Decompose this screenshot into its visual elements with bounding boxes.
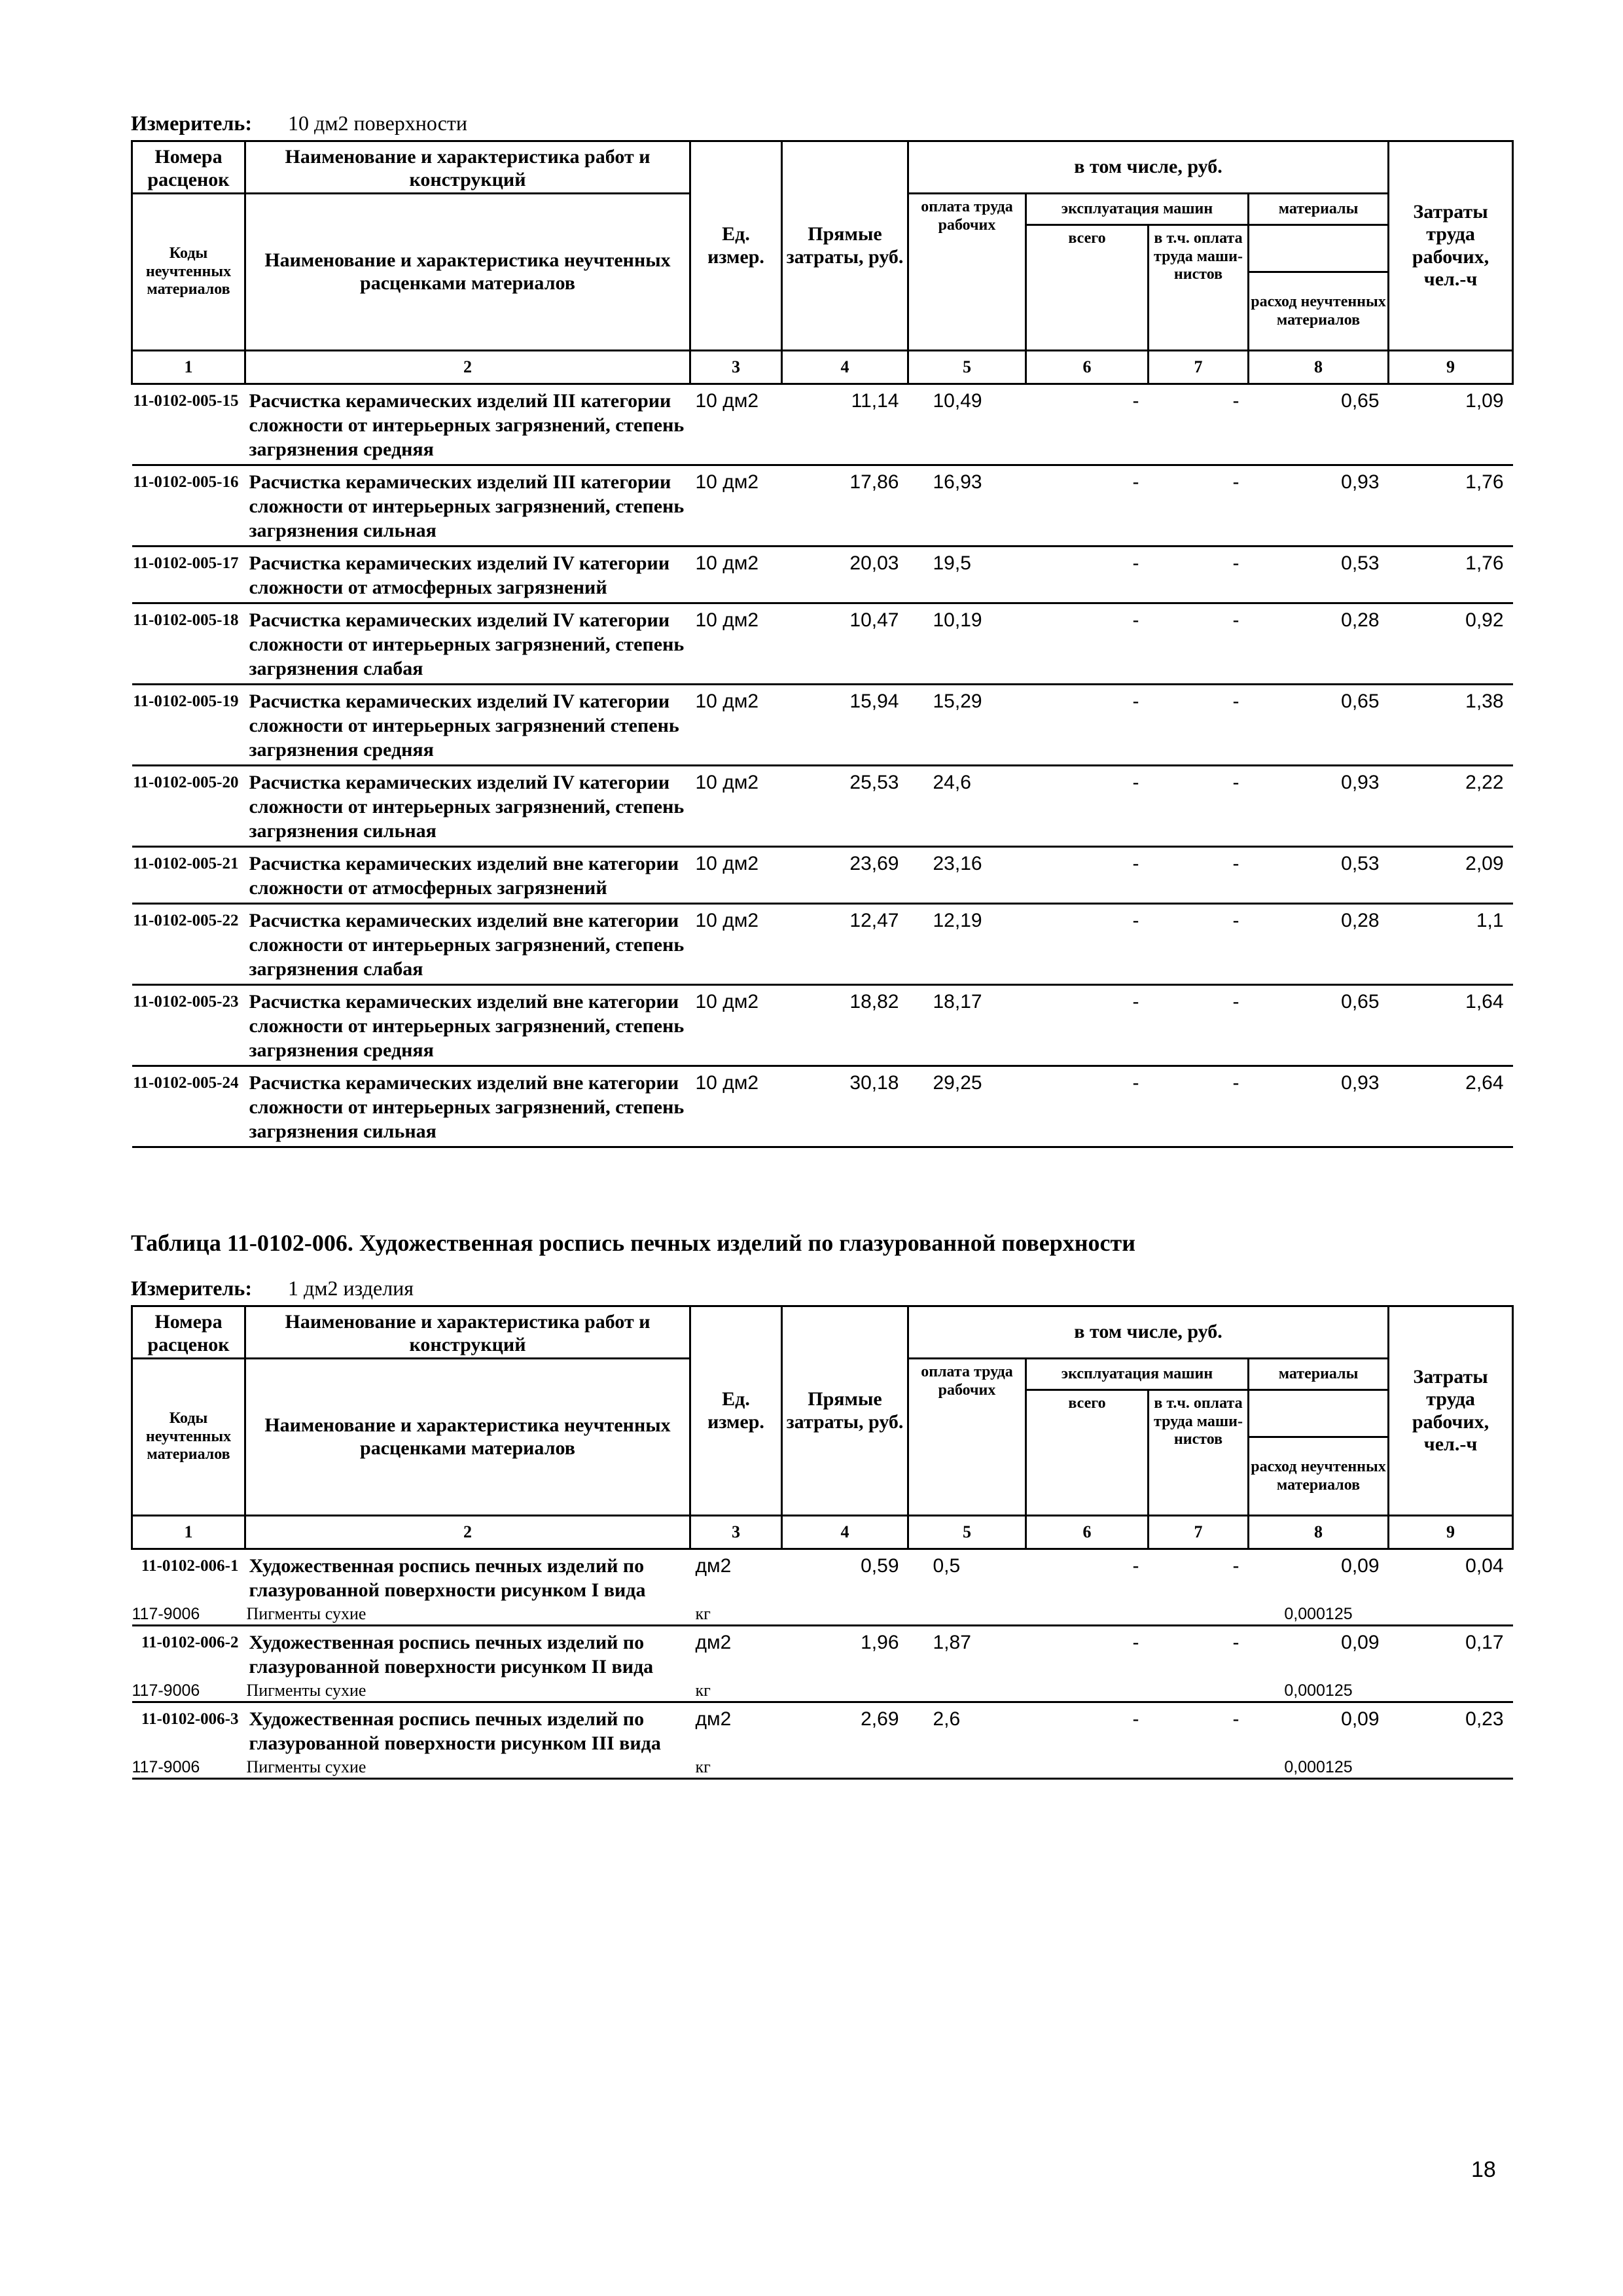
material-unit: кг bbox=[695, 1681, 711, 1700]
rate-code: 11-0102-005-16 bbox=[132, 465, 245, 547]
work-name: Расчистка керамических изделий III категории сложности от интерьерных загрязнений, степень загрязнения сильная bbox=[245, 465, 690, 547]
column-number: 9 bbox=[1389, 1516, 1513, 1549]
material-row bbox=[132, 1679, 1513, 1702]
empty-cell bbox=[1389, 1679, 1513, 1702]
machinist-wage: - bbox=[1149, 985, 1249, 1066]
worker-wage: 16,93 bbox=[908, 465, 1026, 547]
header-labor-costs: Затраты труда рабочих, чел.-ч bbox=[1389, 1306, 1513, 1516]
material-code: 117-9006 bbox=[132, 1681, 200, 1700]
header-material-name: Наименование и характеристика неучтенных расценками материалов bbox=[245, 1359, 690, 1516]
work-name: Художественная роспись печных изделий по глазурованной поверхности рисунком I вида bbox=[249, 1555, 646, 1601]
rate-code: 11-0102-006-3 bbox=[141, 1710, 239, 1728]
header-materials: материалы bbox=[1249, 194, 1389, 225]
machinist-wage: - bbox=[1232, 1708, 1240, 1730]
material-code: 117-9006 bbox=[132, 1605, 200, 1623]
material-code: 117-9006 bbox=[132, 1758, 200, 1776]
table-row bbox=[132, 904, 1513, 985]
machinist-wage: - bbox=[1149, 904, 1249, 985]
material-name: Пигменты сухие bbox=[246, 1757, 366, 1776]
empty-cell bbox=[782, 1679, 908, 1702]
column-number: 6 bbox=[1026, 1516, 1149, 1549]
unit: 10 дм2 bbox=[690, 847, 782, 904]
material-unit: кг bbox=[695, 1604, 711, 1623]
work-name: Расчистка керамических изделий вне категории сложности от интерьерных загрязнений, степень загрязнения средняя bbox=[245, 985, 690, 1066]
material-usage: 0,000125 bbox=[1284, 1605, 1353, 1623]
column-number: 4 bbox=[782, 1516, 908, 1549]
header-worker-wage: оплата труда рабочих bbox=[908, 1359, 1026, 1516]
unit: дм2 bbox=[695, 1632, 732, 1653]
direct-costs: 2,69 bbox=[861, 1708, 899, 1730]
empty-cell bbox=[1149, 1602, 1249, 1626]
machinist-wage: - bbox=[1149, 465, 1249, 547]
machinist-wage: - bbox=[1149, 847, 1249, 904]
rate-code: 11-0102-005-15 bbox=[132, 384, 245, 465]
material-usage: 0,000125 bbox=[1284, 1758, 1353, 1776]
machine-total: - bbox=[1026, 904, 1149, 985]
header-materials-spacer bbox=[1249, 1390, 1389, 1437]
labor-costs: 1,38 bbox=[1389, 685, 1513, 766]
header-work-name: Наименование и характеристика работ и конструкций bbox=[245, 1306, 690, 1359]
table-row bbox=[132, 685, 1513, 766]
direct-costs: 17,86 bbox=[782, 465, 908, 547]
materials-cost: 0,93 bbox=[1249, 465, 1389, 547]
unit: 10 дм2 bbox=[690, 766, 782, 847]
direct-costs: 12,47 bbox=[782, 904, 908, 985]
labor-costs: 2,09 bbox=[1389, 847, 1513, 904]
work-name: Расчистка керамических изделий IV категории сложности от интерьерных загрязнений, степень загрязнения сильная bbox=[245, 766, 690, 847]
column-number: 1 bbox=[132, 351, 245, 384]
worker-wage: 15,29 bbox=[908, 685, 1026, 766]
table-header bbox=[132, 1306, 1513, 1549]
table-row bbox=[132, 1702, 1513, 1756]
rate-code: 11-0102-005-18 bbox=[132, 603, 245, 685]
table-body bbox=[132, 384, 1513, 1147]
meter-line-2 bbox=[131, 1276, 414, 1300]
header-machine-total: всего bbox=[1026, 225, 1149, 351]
direct-costs: 15,94 bbox=[782, 685, 908, 766]
table-row bbox=[132, 766, 1513, 847]
page-number: 18 bbox=[1471, 2157, 1496, 2182]
empty-cell bbox=[908, 1755, 1026, 1779]
machine-total: - bbox=[1026, 1066, 1149, 1147]
column-number: 8 bbox=[1249, 351, 1389, 384]
work-name: Художественная роспись печных изделий по глазурованной поверхности рисунком II вида bbox=[249, 1632, 654, 1677]
worker-wage: 2,6 bbox=[933, 1708, 961, 1730]
rate-code: 11-0102-005-22 bbox=[132, 904, 245, 985]
worker-wage: 0,5 bbox=[933, 1555, 961, 1577]
header-machine-operation: эксплуатация машин bbox=[1026, 1359, 1249, 1390]
unit: дм2 bbox=[695, 1555, 732, 1577]
column-number: 2 bbox=[245, 1516, 690, 1549]
labor-costs: 2,64 bbox=[1389, 1066, 1513, 1147]
direct-costs: 25,53 bbox=[782, 766, 908, 847]
table-row bbox=[132, 547, 1513, 603]
direct-costs: 20,03 bbox=[782, 547, 908, 603]
material-row bbox=[132, 1602, 1513, 1626]
header-machine-operation: эксплуатация машин bbox=[1026, 194, 1249, 225]
rates-table-2 bbox=[131, 1305, 1514, 1780]
header-rate-code: Номера расценок bbox=[132, 141, 245, 194]
worker-wage: 10,49 bbox=[908, 384, 1026, 465]
header-materials: материалы bbox=[1249, 1359, 1389, 1390]
empty-cell bbox=[782, 1755, 908, 1779]
column-number: 7 bbox=[1149, 1516, 1249, 1549]
machine-total: - bbox=[1026, 847, 1149, 904]
meter-value: 1 дм2 изделия bbox=[288, 1276, 414, 1300]
materials-cost: 0,93 bbox=[1249, 766, 1389, 847]
column-number: 3 bbox=[690, 1516, 782, 1549]
header-direct-costs: Прямые затраты, руб. bbox=[782, 141, 908, 351]
materials-cost: 0,65 bbox=[1249, 384, 1389, 465]
worker-wage: 12,19 bbox=[908, 904, 1026, 985]
empty-cell bbox=[1149, 1755, 1249, 1779]
column-number: 5 bbox=[908, 1516, 1026, 1549]
work-name: Расчистка керамических изделий вне категории сложности от интерьерных загрязнений, степень загрязнения слабая bbox=[245, 904, 690, 985]
work-name: Расчистка керамических изделий III категории сложности от интерьерных загрязнений, степень загрязнения средняя bbox=[245, 384, 690, 465]
material-name: Пигменты сухие bbox=[246, 1681, 366, 1700]
column-number: 1 bbox=[132, 1516, 245, 1549]
work-name: Расчистка керамических изделий вне категории сложности от атмосферных загрязнений bbox=[245, 847, 690, 904]
direct-costs: 23,69 bbox=[782, 847, 908, 904]
header-material-name: Наименование и характеристика неучтенных расценками материалов bbox=[245, 194, 690, 351]
labor-costs: 1,64 bbox=[1389, 985, 1513, 1066]
header-unit: Ед. измер. bbox=[690, 141, 782, 351]
materials-cost: 0,28 bbox=[1249, 603, 1389, 685]
header-machinist-wage: в т.ч. оплата труда маши- нистов bbox=[1149, 1390, 1249, 1516]
header-material-usage: расход неучтенных материалов bbox=[1249, 272, 1389, 351]
table-row bbox=[132, 465, 1513, 547]
header-materials-spacer bbox=[1249, 225, 1389, 272]
materials-cost: 0,09 bbox=[1341, 1555, 1380, 1577]
labor-costs: 1,76 bbox=[1389, 547, 1513, 603]
direct-costs: 1,96 bbox=[861, 1632, 899, 1653]
machinist-wage: - bbox=[1149, 1066, 1249, 1147]
machine-total: - bbox=[1026, 685, 1149, 766]
work-name: Художественная роспись печных изделий по глазурованной поверхности рисунком III вида bbox=[249, 1708, 661, 1754]
table-row bbox=[132, 1066, 1513, 1147]
labor-costs: 2,22 bbox=[1389, 766, 1513, 847]
rate-code: 11-0102-005-19 bbox=[132, 685, 245, 766]
direct-costs: 11,14 bbox=[782, 384, 908, 465]
header-including: в том числе, руб. bbox=[908, 141, 1389, 194]
machinist-wage: - bbox=[1232, 1632, 1240, 1653]
unit: 10 дм2 bbox=[690, 603, 782, 685]
worker-wage: 1,87 bbox=[933, 1632, 971, 1653]
labor-costs: 1,76 bbox=[1389, 465, 1513, 547]
work-name: Расчистка керамических изделий IV категории сложности от интерьерных загрязнений степень загрязнения средняя bbox=[245, 685, 690, 766]
table-row bbox=[132, 603, 1513, 685]
empty-cell bbox=[1389, 1755, 1513, 1779]
table-row bbox=[132, 384, 1513, 465]
direct-costs: 30,18 bbox=[782, 1066, 908, 1147]
machinist-wage: - bbox=[1149, 685, 1249, 766]
table-header bbox=[132, 141, 1513, 384]
empty-cell bbox=[782, 1602, 908, 1626]
machine-total: - bbox=[1026, 603, 1149, 685]
machine-total: - bbox=[1132, 1632, 1139, 1653]
worker-wage: 18,17 bbox=[908, 985, 1026, 1066]
work-name: Расчистка керамических изделий вне категории сложности от интерьерных загрязнений, степень загрязнения сильная bbox=[245, 1066, 690, 1147]
header-material-code: Коды неучтенных материалов bbox=[132, 1359, 245, 1516]
header-including: в том числе, руб. bbox=[908, 1306, 1389, 1359]
worker-wage: 19,5 bbox=[908, 547, 1026, 603]
materials-cost: 0,65 bbox=[1249, 685, 1389, 766]
meter-label: Измеритель: bbox=[131, 1276, 252, 1300]
table-row bbox=[132, 847, 1513, 904]
table-row bbox=[132, 985, 1513, 1066]
worker-wage: 29,25 bbox=[908, 1066, 1026, 1147]
table-title-2: Таблица 11-0102-006. Художественная роспись печных изделий по глазурованной поверхности bbox=[131, 1230, 1135, 1256]
header-work-name: Наименование и характеристика работ и конструкций bbox=[245, 141, 690, 194]
direct-costs: 10,47 bbox=[782, 603, 908, 685]
column-number: 7 bbox=[1149, 351, 1249, 384]
machine-total: - bbox=[1026, 384, 1149, 465]
rate-code: 11-0102-005-20 bbox=[132, 766, 245, 847]
labor-costs: 0,17 bbox=[1465, 1632, 1504, 1653]
header-rate-code: Номера расценок bbox=[132, 1306, 245, 1359]
direct-costs: 0,59 bbox=[861, 1555, 899, 1577]
worker-wage: 24,6 bbox=[908, 766, 1026, 847]
machine-total: - bbox=[1132, 1708, 1139, 1730]
rate-code: 11-0102-005-24 bbox=[132, 1066, 245, 1147]
labor-costs: 0,92 bbox=[1389, 603, 1513, 685]
meter-value: 10 дм2 поверхности bbox=[288, 111, 468, 135]
machinist-wage: - bbox=[1149, 547, 1249, 603]
machinist-wage: - bbox=[1149, 603, 1249, 685]
work-name: Расчистка керамических изделий IV категории сложности от атмосферных загрязнений bbox=[245, 547, 690, 603]
rate-code: 11-0102-006-1 bbox=[141, 1557, 239, 1575]
unit: дм2 bbox=[695, 1708, 732, 1730]
materials-cost: 0,53 bbox=[1249, 847, 1389, 904]
work-name: Расчистка керамических изделий IV категории сложности от интерьерных загрязнений, степень загрязнения слабая bbox=[245, 603, 690, 685]
empty-cell bbox=[908, 1602, 1026, 1626]
material-unit: кг bbox=[695, 1757, 711, 1776]
empty-cell bbox=[1389, 1602, 1513, 1626]
machinist-wage: - bbox=[1149, 384, 1249, 465]
worker-wage: 10,19 bbox=[908, 603, 1026, 685]
column-number: 2 bbox=[245, 351, 690, 384]
column-number: 8 bbox=[1249, 1516, 1389, 1549]
unit: 10 дм2 bbox=[690, 685, 782, 766]
machine-total: - bbox=[1132, 1555, 1139, 1577]
rates-table-1 bbox=[131, 140, 1514, 1148]
direct-costs: 18,82 bbox=[782, 985, 908, 1066]
materials-cost: 0,09 bbox=[1341, 1632, 1380, 1653]
worker-wage: 23,16 bbox=[908, 847, 1026, 904]
header-material-code: Коды неучтенных материалов bbox=[132, 194, 245, 351]
materials-cost: 0,09 bbox=[1341, 1708, 1380, 1730]
labor-costs: 0,04 bbox=[1465, 1555, 1504, 1577]
machine-total: - bbox=[1026, 985, 1149, 1066]
column-number: 6 bbox=[1026, 351, 1149, 384]
table-row bbox=[132, 1626, 1513, 1679]
unit: 10 дм2 bbox=[690, 547, 782, 603]
empty-cell bbox=[1026, 1679, 1149, 1702]
meter-line-1 bbox=[131, 111, 467, 135]
header-labor-costs: Затраты труда рабочих, чел.-ч bbox=[1389, 141, 1513, 351]
empty-cell bbox=[1026, 1602, 1149, 1626]
meter-label: Измеритель: bbox=[131, 111, 252, 135]
table-row bbox=[132, 1549, 1513, 1603]
materials-cost: 0,65 bbox=[1249, 985, 1389, 1066]
labor-costs: 1,09 bbox=[1389, 384, 1513, 465]
column-number: 4 bbox=[782, 351, 908, 384]
header-machine-total: всего bbox=[1026, 1390, 1149, 1516]
header-worker-wage: оплата труда рабочих bbox=[908, 194, 1026, 351]
column-number: 5 bbox=[908, 351, 1026, 384]
labor-costs: 0,23 bbox=[1465, 1708, 1504, 1730]
rate-code: 11-0102-005-17 bbox=[132, 547, 245, 603]
column-number: 3 bbox=[690, 351, 782, 384]
header-machinist-wage: в т.ч. оплата труда маши- нистов bbox=[1149, 225, 1249, 351]
table-body bbox=[132, 1549, 1513, 1779]
rate-code: 11-0102-006-2 bbox=[141, 1634, 239, 1651]
unit: 10 дм2 bbox=[690, 384, 782, 465]
materials-cost: 0,53 bbox=[1249, 547, 1389, 603]
header-direct-costs: Прямые затраты, руб. bbox=[782, 1306, 908, 1516]
rate-code: 11-0102-005-23 bbox=[132, 985, 245, 1066]
unit: 10 дм2 bbox=[690, 985, 782, 1066]
header-unit: Ед. измер. bbox=[690, 1306, 782, 1516]
unit: 10 дм2 bbox=[690, 904, 782, 985]
unit: 10 дм2 bbox=[690, 1066, 782, 1147]
column-number: 9 bbox=[1389, 351, 1513, 384]
empty-cell bbox=[908, 1679, 1026, 1702]
empty-cell bbox=[1026, 1755, 1149, 1779]
machine-total: - bbox=[1026, 766, 1149, 847]
machine-total: - bbox=[1026, 547, 1149, 603]
labor-costs: 1,1 bbox=[1389, 904, 1513, 985]
rate-code: 11-0102-005-21 bbox=[132, 847, 245, 904]
machine-total: - bbox=[1026, 465, 1149, 547]
material-row bbox=[132, 1755, 1513, 1779]
material-name: Пигменты сухие bbox=[246, 1604, 366, 1623]
materials-cost: 0,28 bbox=[1249, 904, 1389, 985]
header-material-usage: расход неучтенных материалов bbox=[1249, 1437, 1389, 1516]
machinist-wage: - bbox=[1232, 1555, 1240, 1577]
material-usage: 0,000125 bbox=[1284, 1681, 1353, 1700]
unit: 10 дм2 bbox=[690, 465, 782, 547]
empty-cell bbox=[1149, 1679, 1249, 1702]
machinist-wage: - bbox=[1149, 766, 1249, 847]
materials-cost: 0,93 bbox=[1249, 1066, 1389, 1147]
